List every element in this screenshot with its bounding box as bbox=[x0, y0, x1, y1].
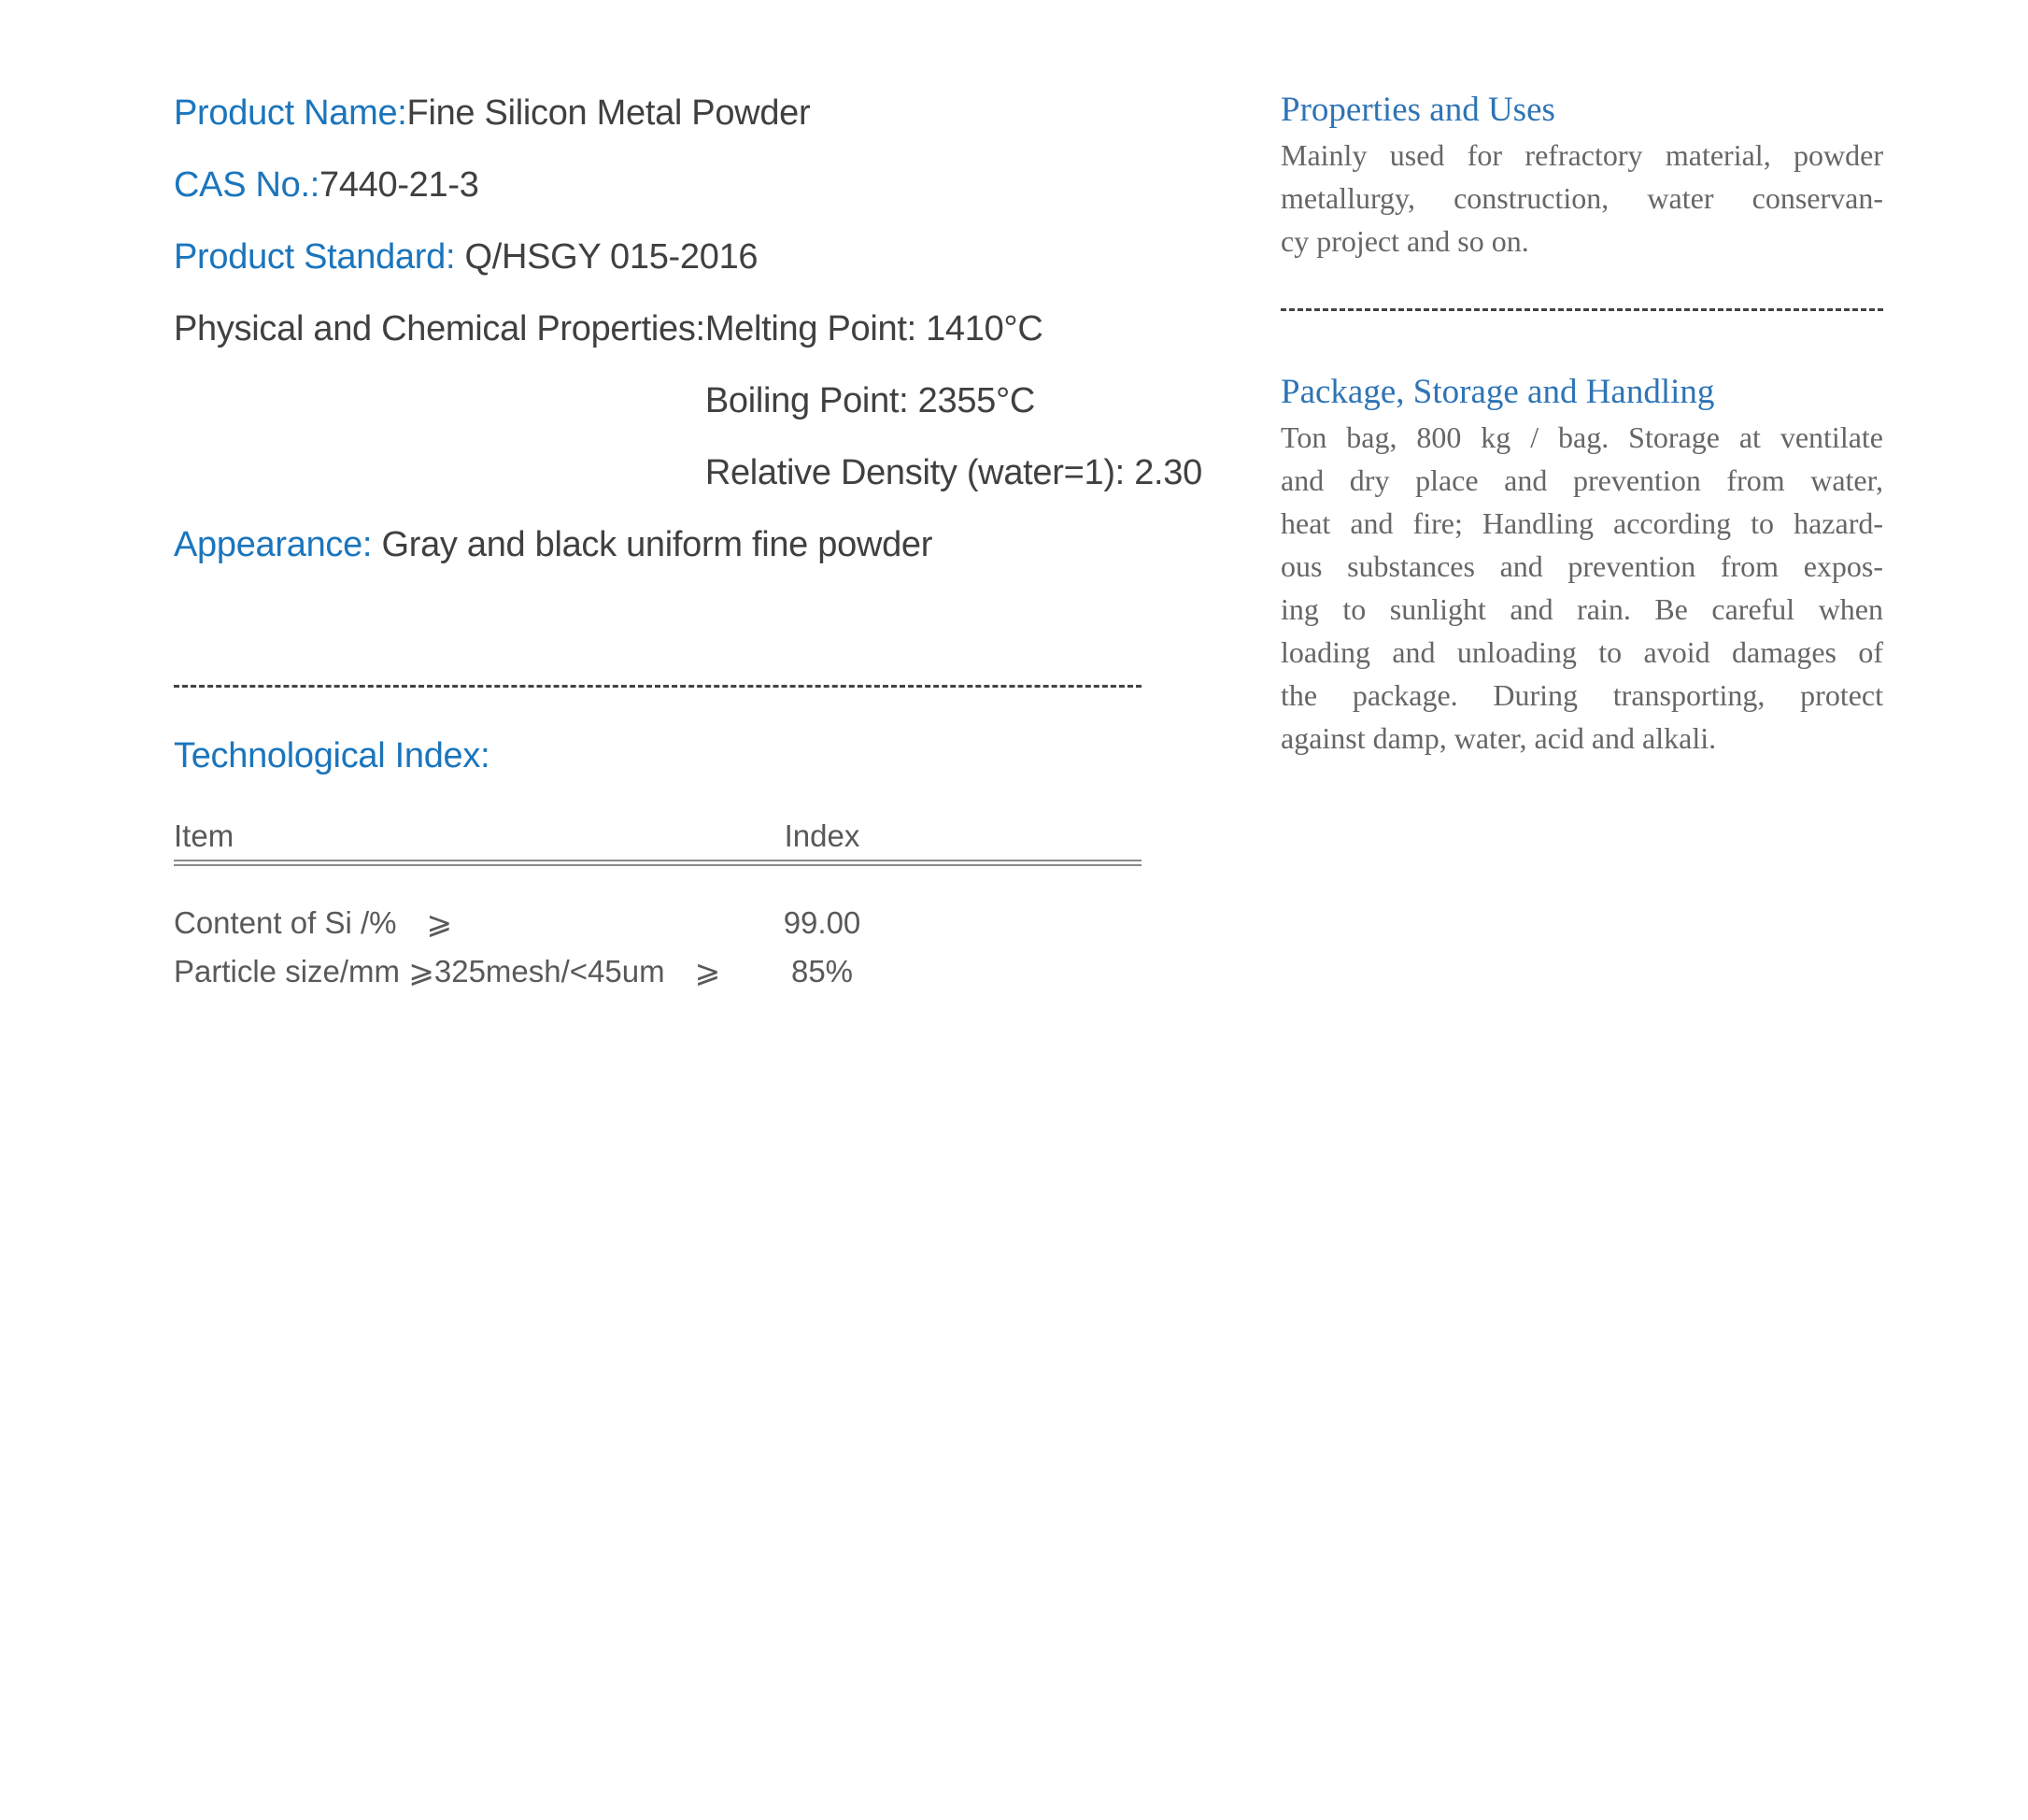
right-dashed-divider bbox=[1281, 308, 1883, 311]
properties-and-uses-title: Properties and Uses bbox=[1281, 91, 1555, 129]
appearance-row bbox=[174, 523, 1142, 566]
cas-no-value: 7440-21-3 bbox=[319, 165, 479, 205]
body-line: against damp, water, acid and alkali. bbox=[1281, 721, 1717, 755]
physical-chemical-properties-block bbox=[174, 307, 1202, 494]
body-line: Ton bag, 800 kg / bag. Storage at ventilate bbox=[1281, 420, 1883, 454]
item-text: Content of Si /% bbox=[174, 905, 397, 940]
properties-and-uses-section bbox=[1281, 90, 1883, 263]
relative-density-value: Relative Density (water=1): 2.30 bbox=[704, 453, 1202, 492]
table-row bbox=[174, 950, 1142, 993]
spacer bbox=[174, 451, 705, 494]
tech-index-title: Technological Index: bbox=[174, 736, 490, 775]
item-text: Particle size/mm ⩾325mesh/<45um bbox=[174, 954, 665, 988]
product-details-column bbox=[174, 92, 1202, 999]
package-storage-handling-body bbox=[1281, 416, 1883, 760]
body-line: Mainly used for refractory material, powder bbox=[1281, 138, 1883, 172]
body-line: ous substances and prevention from expos- bbox=[1281, 549, 1883, 583]
info-column bbox=[1281, 90, 1883, 760]
boiling-point-value: Boiling Point: 2355°C bbox=[704, 381, 1036, 420]
body-line: heat and fire; Handling according to hazard- bbox=[1281, 506, 1883, 540]
greater-equal-sign: ⩾ bbox=[694, 953, 721, 989]
package-storage-handling-section bbox=[1281, 372, 1883, 760]
appearance-value: Gray and black uniform fine powder bbox=[381, 525, 933, 564]
product-name-value: Fine Silicon Metal Powder bbox=[406, 93, 811, 133]
index-cell: 99.00 bbox=[783, 905, 861, 940]
spacer bbox=[174, 379, 705, 422]
package-storage-handling-title: Package, Storage and Handling bbox=[1281, 373, 1715, 411]
body-line: metallurgy, construction, water conservan- bbox=[1281, 181, 1883, 215]
product-name-row bbox=[174, 92, 1142, 135]
column-header-index: Index bbox=[784, 818, 860, 853]
left-dashed-divider bbox=[174, 685, 1142, 688]
table-row bbox=[174, 902, 1142, 945]
tech-index-table bbox=[174, 815, 1142, 993]
properties-and-uses-body bbox=[1281, 134, 1883, 263]
body-line: and dry place and prevention from water, bbox=[1281, 463, 1883, 497]
table-body bbox=[174, 902, 1142, 993]
body-line: cy project and so on. bbox=[1281, 224, 1529, 258]
product-standard-value: Q/HSGY 015-2016 bbox=[464, 237, 759, 277]
product-name-label: Product Name: bbox=[174, 93, 407, 133]
product-standard-label: Product Standard: bbox=[174, 237, 465, 277]
column-header-item: Item bbox=[174, 818, 234, 853]
body-line: loading and unloading to avoid damages of bbox=[1281, 635, 1883, 669]
body-line: the package. During transporting, protect bbox=[1281, 678, 1883, 712]
index-cell: 85% bbox=[790, 954, 854, 988]
table-double-rule bbox=[174, 860, 1142, 866]
table-header-row bbox=[174, 815, 1142, 858]
physical-chemical-label: Physical and Chemical Properties: bbox=[174, 309, 705, 348]
item-cell bbox=[174, 950, 757, 993]
cas-no-label: CAS No.: bbox=[174, 165, 319, 205]
body-line: ing to sunlight and rain. Be careful when bbox=[1281, 592, 1883, 626]
item-cell bbox=[174, 902, 757, 945]
appearance-label: Appearance: bbox=[174, 525, 382, 564]
product-standard-row bbox=[174, 235, 1142, 278]
melting-point-value: Melting Point: 1410°C bbox=[704, 309, 1043, 348]
cas-no-row bbox=[174, 164, 1142, 206]
greater-equal-sign: ⩾ bbox=[426, 904, 453, 941]
